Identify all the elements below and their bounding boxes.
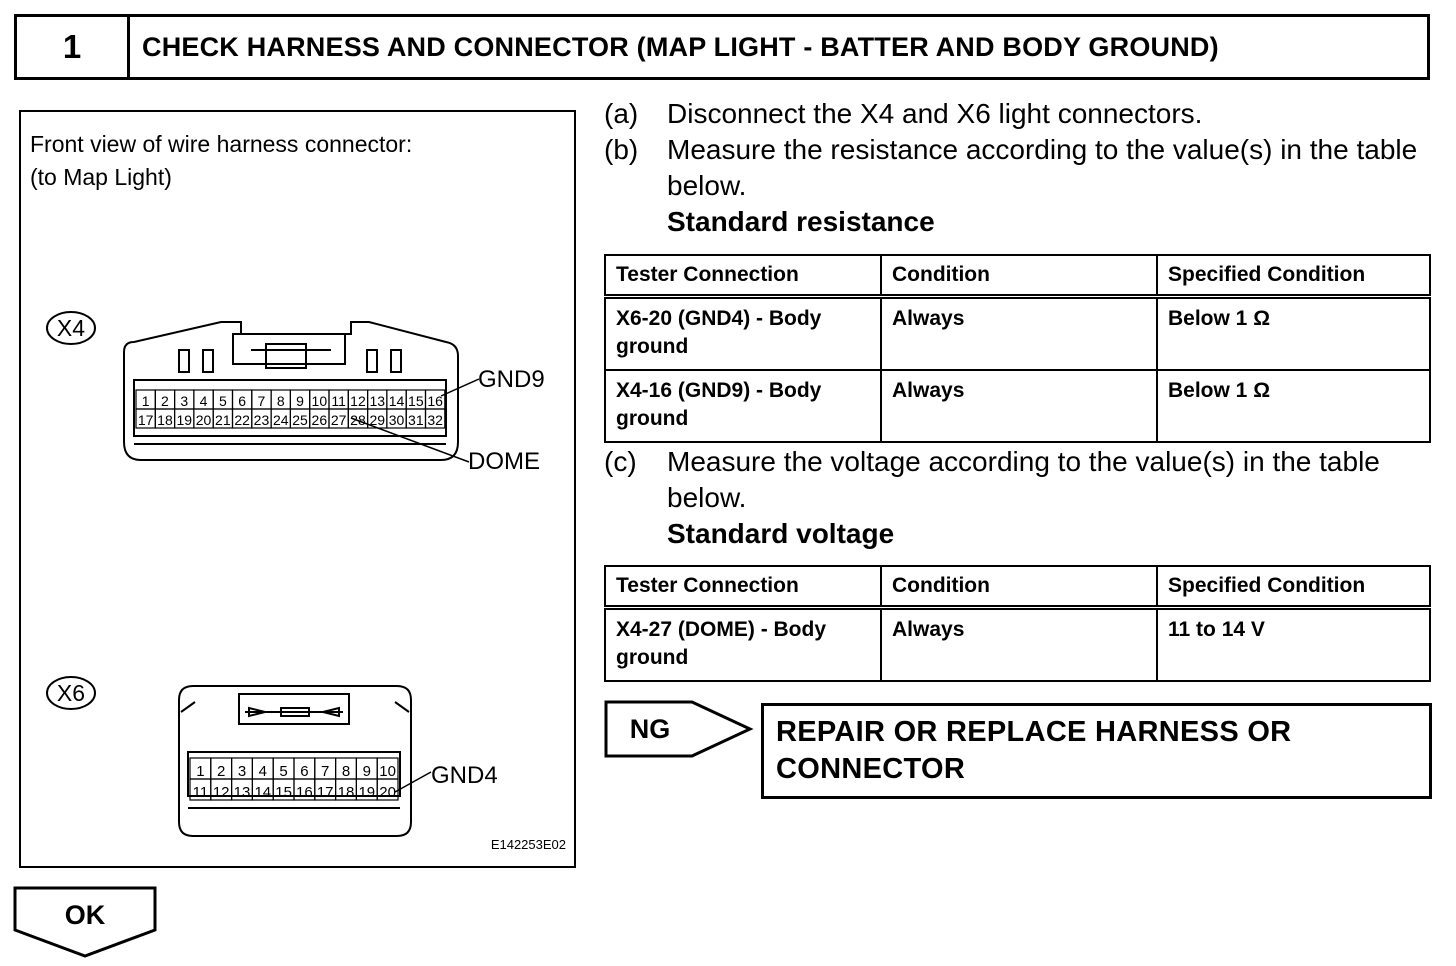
ng-arrow-icon <box>604 700 754 760</box>
x4-label: X4 <box>56 315 86 341</box>
callout-gnd9: GND9 <box>478 366 545 393</box>
table-cell: Below 1 Ω <box>1157 297 1430 371</box>
pin-number: 21 <box>215 412 231 428</box>
step-header <box>14 14 1430 80</box>
header-condition: Condition <box>881 255 1157 297</box>
pin-number: 7 <box>321 763 330 780</box>
pin-number: 2 <box>217 763 226 780</box>
table-cell: X4-27 (DOME) - Body ground <box>605 608 881 682</box>
x6-label: X6 <box>56 680 86 706</box>
voltage-table <box>604 565 1431 682</box>
pin-number: 18 <box>337 784 355 801</box>
pin-number: 17 <box>137 412 154 428</box>
pin-number: 20 <box>195 412 212 428</box>
x4-pin-grid <box>136 390 445 428</box>
header-condition: Condition <box>881 566 1157 608</box>
pin-number: 26 <box>311 412 328 428</box>
x6-pin-grid <box>190 758 398 801</box>
pin-number: 4 <box>258 763 267 780</box>
instruction-c-text: Measure the voltage according to the value(s) in the table below. <box>667 446 1380 513</box>
callout-dome: DOME <box>468 448 540 475</box>
pin-number: 6 <box>238 393 247 409</box>
pin-number: 32 <box>427 412 443 428</box>
pin-number: 11 <box>331 393 346 409</box>
pin-number: 7 <box>257 393 266 409</box>
pin-number: 3 <box>180 393 189 409</box>
pin-number: 13 <box>369 393 386 409</box>
pin-number: 13 <box>233 784 251 801</box>
pin-number: 5 <box>279 763 288 780</box>
pin-number: 1 <box>141 393 150 409</box>
pin-number: 10 <box>379 763 396 780</box>
pin-number: 1 <box>196 763 205 780</box>
standard-resistance-label: Standard resistance <box>667 206 935 237</box>
figure-id: E142253E02 <box>490 837 566 852</box>
pin-number: 8 <box>341 763 351 780</box>
pin-number: 24 <box>272 412 289 428</box>
pin-number: 2 <box>161 393 169 409</box>
pin-number: 20 <box>379 784 396 801</box>
ng-action-box: REPAIR OR REPLACE HARNESS OR CONNECTOR <box>761 703 1432 799</box>
instruction-a-label: (a) <box>604 98 639 129</box>
table-cell: X6-20 (GND4) - Body ground <box>605 297 881 371</box>
pin-number: 12 <box>212 784 230 801</box>
header-tester-connection: Tester Connection <box>605 255 881 297</box>
table-header-row <box>605 566 1430 608</box>
pin-number: 4 <box>199 393 208 409</box>
pin-number: 29 <box>369 412 386 428</box>
pin-number: 5 <box>218 393 227 409</box>
step-number: 1 <box>17 17 130 77</box>
pin-number: 18 <box>157 412 173 428</box>
table-cell: 11 to 14 V <box>1157 608 1430 682</box>
table-row <box>605 297 1430 371</box>
pin-number: 8 <box>276 393 285 409</box>
header-specified-condition: Specified Condition <box>1157 255 1430 297</box>
pin-number: 25 <box>292 412 308 428</box>
instruction-c-label: (c) <box>604 446 637 477</box>
table-header-row <box>605 255 1430 297</box>
ng-label: NG <box>629 714 671 744</box>
instruction-c <box>604 444 1434 518</box>
pin-number: 9 <box>296 393 304 409</box>
resistance-table <box>604 254 1431 443</box>
pin-number: 31 <box>408 412 424 428</box>
pin-number: 16 <box>427 393 443 409</box>
table-cell: Always <box>881 297 1157 371</box>
caption-line-2: (to Map Light) <box>30 164 172 190</box>
pin-number: 14 <box>388 393 405 409</box>
table-cell: X4-16 (GND9) - Body ground <box>605 370 881 442</box>
pin-number: 16 <box>296 784 313 801</box>
callout-gnd4: GND4 <box>431 762 498 789</box>
connector-figure <box>19 110 576 868</box>
pin-number: 30 <box>388 412 405 428</box>
pin-number: 27 <box>330 412 347 428</box>
instruction-a-text: Disconnect the X4 and X6 light connectors. <box>667 98 1203 129</box>
table-row <box>605 608 1430 682</box>
table-cell: Below 1 Ω <box>1157 370 1430 442</box>
step-title: CHECK HARNESS AND CONNECTOR (MAP LIGHT - BATTER AND BODY GROUND) <box>142 31 1219 62</box>
pin-number: 10 <box>311 393 328 409</box>
header-specified-condition: Specified Condition <box>1157 566 1430 608</box>
instruction-b-text: Measure the resistance according to the value(s) in the table below. <box>667 134 1418 201</box>
header-tester-connection: Tester Connection <box>605 566 881 608</box>
pin-number: 3 <box>237 763 247 780</box>
table-row <box>605 370 1430 442</box>
pin-number: 23 <box>253 412 270 428</box>
instruction-a-b <box>604 96 1434 206</box>
pin-number: 15 <box>275 784 292 801</box>
pin-number: 19 <box>176 412 193 428</box>
pin-number: 9 <box>362 763 371 780</box>
pin-number: 17 <box>316 784 334 801</box>
table-cell: Always <box>881 608 1157 682</box>
pin-number: 22 <box>234 412 250 428</box>
ok-label: OK <box>64 900 106 930</box>
pin-number: 19 <box>358 784 376 801</box>
pin-number: 11 <box>192 784 209 801</box>
standard-voltage-label: Standard voltage <box>667 518 895 549</box>
pin-number: 28 <box>350 412 366 428</box>
instruction-b-label: (b) <box>604 134 639 165</box>
connector-diagram <box>21 112 578 870</box>
caption-line-1: Front view of wire harness connector: <box>30 131 413 157</box>
pin-number: 15 <box>408 393 424 409</box>
pin-number: 14 <box>254 784 272 801</box>
ok-arrow-icon <box>13 886 159 960</box>
table-cell: Always <box>881 370 1157 442</box>
pin-number: 6 <box>300 763 309 780</box>
pin-number: 12 <box>350 393 366 409</box>
